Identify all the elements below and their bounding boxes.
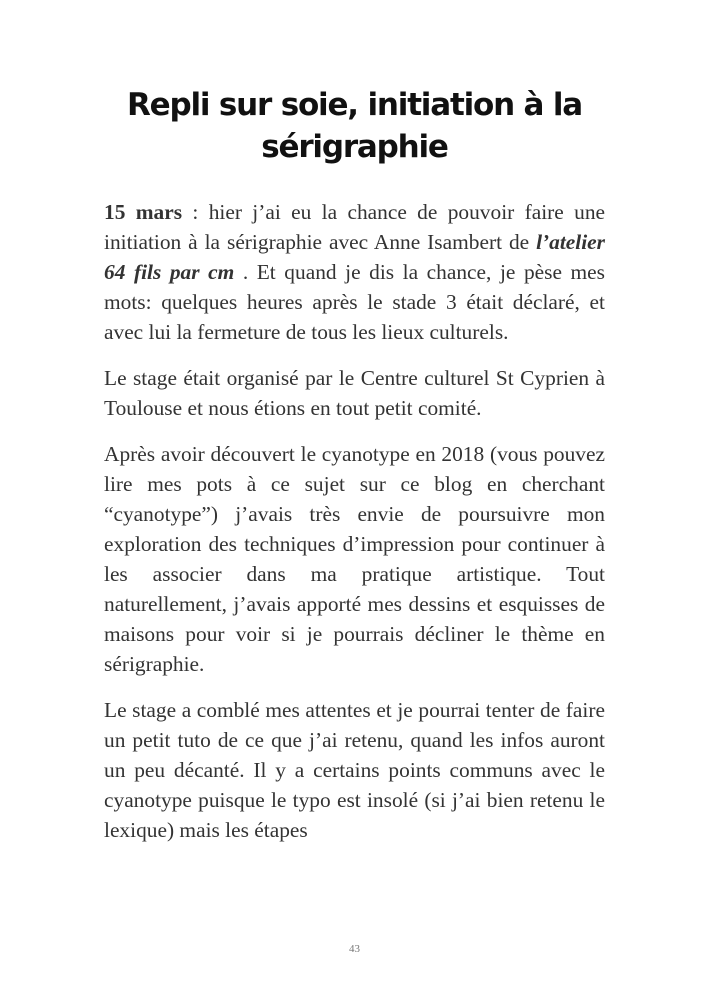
paragraph-2: Le stage était organisé par le Centre culturel St Cyprien à Toulouse et nous étions en tout petit comité. (104, 366, 605, 420)
page-title: Repli sur soie, initiation à la sérigraphie (126, 87, 583, 165)
page-number: 43 (349, 943, 360, 955)
article-body (104, 197, 605, 861)
atelier-name: l’atelier 64 fils par cm (104, 230, 605, 284)
paragraph-1-text-a: : hier j’ai eu la chance de pouvoir faire une initiation à la sérigraphie avec Anne Isambert de (104, 200, 606, 254)
paragraph-1-text-b: . Et quand je dis la chance, je pèse mes mots: quelques heures après le stade 3 était déclaré, et avec lui la fermeture de tous les lieux culturels. (104, 260, 605, 344)
paragraph-3: Après avoir découvert le cyanotype en 2018 (vous pouvez lire mes pots à ce sujet sur ce blog en cherchant “cyanotype”) j’avais très envie de poursuivre mon exploration des techniques d’impression pour continuer à les associer dans ma pratique artistique. Tout naturellement, j’avais apporté mes dessins et esquisses de maisons pour voir si je pourrais décliner le thème en sérigraphie. (104, 442, 605, 676)
paragraph-4: Le stage a comblé mes attentes et je pourrai tenter de faire un petit tuto de ce que j’ai retenu, quand les infos auront un peu décanté. Il y a certains points communs avec le cyanotype puisque le typo est insolé (si j’ai bien retenu le lexique) mais les étapes (104, 698, 605, 842)
paragraph-1 (104, 197, 605, 347)
date-label: 15 mars (104, 200, 183, 224)
